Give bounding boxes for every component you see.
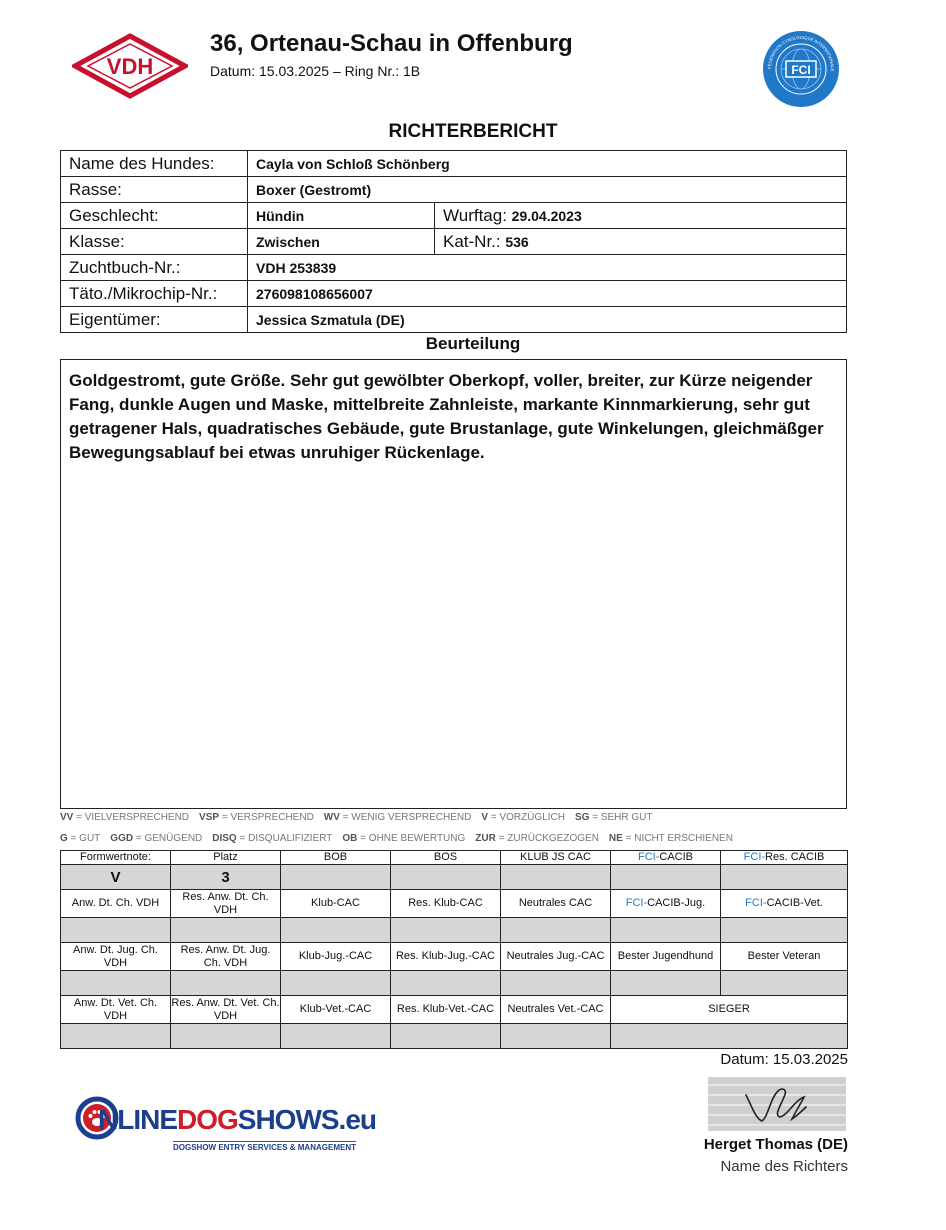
legend-text: = GENÜGEND bbox=[133, 833, 203, 844]
fci-ring-text: FÉDÉRATION CYNOLOGIQUE INTERNATIONALE bbox=[766, 34, 836, 72]
legend-item bbox=[609, 833, 733, 844]
res-klub-jug-cac-label: Res. Klub-Jug.-CAC bbox=[391, 943, 501, 971]
grid-value-cell bbox=[281, 1024, 391, 1049]
assessment-box bbox=[60, 359, 847, 809]
result-header-row bbox=[61, 851, 848, 865]
row-owner bbox=[61, 307, 847, 333]
legend-abbr: V bbox=[481, 812, 488, 823]
grid-value-cell bbox=[501, 971, 611, 996]
cacib-jug-label-cell bbox=[611, 890, 721, 918]
res-klub-vet-cac-label: Res. Klub-Vet.-CAC bbox=[391, 996, 501, 1024]
klub-js-cac-value bbox=[501, 865, 611, 890]
dog-owner: Jessica Szmatula (DE) bbox=[248, 307, 847, 333]
legend-text: = OHNE BEWERTUNG bbox=[357, 833, 466, 844]
legend-text: = SEHR GUT bbox=[589, 812, 653, 823]
grid-value-cell bbox=[391, 918, 501, 943]
legend-item bbox=[199, 812, 314, 823]
assessment-title: Beurteilung bbox=[425, 334, 521, 353]
legend-text: = VERSPRECHEND bbox=[219, 812, 314, 823]
cat-label: Kat-Nr.: bbox=[443, 231, 501, 251]
title-value-row-2 bbox=[61, 971, 848, 996]
legend-text: = ZURÜCKGEZOGEN bbox=[495, 833, 599, 844]
cat-cell bbox=[435, 229, 847, 255]
chip-label: Täto./Mikrochip-Nr.: bbox=[61, 281, 248, 307]
legend-abbr: ZUR bbox=[475, 833, 496, 844]
grid-value-cell bbox=[171, 1024, 281, 1049]
dog-sex: Hündin bbox=[248, 203, 435, 229]
fci-logo-text: FCI bbox=[791, 63, 811, 77]
legend-item bbox=[110, 833, 202, 844]
legend-abbr: OB bbox=[342, 833, 358, 844]
dog-name: Cayla von Schloß Schönberg bbox=[248, 151, 847, 177]
ods-shows: SHOWS.eu bbox=[237, 1104, 377, 1135]
dog-cat: 536 bbox=[505, 233, 529, 250]
anw-dt-jug-label: Anw. Dt. Jug. Ch. VDH bbox=[61, 943, 171, 971]
grid-value-cell bbox=[281, 971, 391, 996]
dog-info-table bbox=[60, 150, 847, 333]
formwertnote-value: V bbox=[61, 865, 171, 890]
neutrales-cac-label: Neutrales CAC bbox=[501, 890, 611, 918]
row-name bbox=[61, 151, 847, 177]
fci-prefix: FCI- bbox=[637, 851, 660, 863]
name-label: Name des Hundes: bbox=[61, 151, 248, 177]
show-date-ring: Datum: 15.03.2025 – Ring Nr.: 1B bbox=[210, 63, 421, 79]
grid-value-cell bbox=[501, 1024, 611, 1049]
ods-nline: NLINE bbox=[98, 1104, 177, 1135]
grid-value-cell bbox=[611, 918, 721, 943]
legend-text: = VORZÜGLICH bbox=[488, 812, 565, 823]
legend-abbr: DISQ bbox=[212, 833, 237, 844]
grid-value-cell bbox=[611, 1024, 848, 1049]
legend-line-2 bbox=[60, 833, 743, 844]
legend-item bbox=[475, 833, 599, 844]
formwertnote-label: Formwertnote: bbox=[61, 851, 171, 865]
fci-logo bbox=[762, 30, 840, 108]
dob-label: Wurftag: bbox=[443, 205, 507, 225]
res-cacib-value bbox=[721, 865, 848, 890]
bester-veteran-label: Bester Veteran bbox=[721, 943, 848, 971]
res-anw-dt-ch-label: Res. Anw. Dt. Ch. VDH bbox=[171, 890, 281, 918]
legend-abbr: VSP bbox=[199, 812, 220, 823]
res-cacib-label: Res. CACIB bbox=[765, 851, 825, 863]
legend-item bbox=[481, 812, 565, 823]
res-klub-cac-label: Res. Klub-CAC bbox=[391, 890, 501, 918]
legend-text: = GUT bbox=[67, 833, 101, 844]
legend-item bbox=[324, 812, 472, 823]
legend-item bbox=[212, 833, 332, 844]
legend-text: = DISQUALIFIZIERT bbox=[236, 833, 333, 844]
grid-value-cell bbox=[391, 971, 501, 996]
platz-label: Platz bbox=[171, 851, 281, 865]
onlinedogshows-wordmark bbox=[98, 1104, 376, 1136]
bos-label: BOS bbox=[391, 851, 501, 865]
dog-studbook: VDH 253839 bbox=[248, 255, 847, 281]
dog-dob: 29.04.2023 bbox=[511, 207, 582, 224]
fci-prefix: FCI- bbox=[625, 897, 648, 909]
title-value-row-3 bbox=[61, 1024, 848, 1049]
legend-line-1 bbox=[60, 812, 663, 823]
judge-role-label: Name des Richters bbox=[720, 1158, 848, 1175]
dog-class: Zwischen bbox=[248, 229, 435, 255]
assessment-text: Goldgestromt, gute Größe. Sehr gut gewölbter Oberkopf, voller, breiter, zur Kürze neigender Fang, dunkle Augen und Maske, mittelbreite Zahnleiste, markante Kinnmarkierung, sehr gut getragener Hals, quadratisches Gebäude, gute Brustanlage, gute Winkelungen, gleichmäßger Bewegungsablauf bei etwas unruhiger Rückenlage. bbox=[69, 371, 824, 462]
dog-breed: Boxer (Gestromt) bbox=[248, 177, 847, 203]
report-date: Datum: 15.03.2025 bbox=[720, 1051, 848, 1068]
fci-prefix: FCI- bbox=[743, 851, 766, 863]
klub-cac-label: Klub-CAC bbox=[281, 890, 391, 918]
ods-dog: DOG bbox=[177, 1104, 238, 1135]
bester-jugendhund-label: Bester Jugendhund bbox=[611, 943, 721, 971]
grid-value-cell bbox=[61, 918, 171, 943]
res-anw-dt-jug-label: Res. Anw. Dt. Jug. Ch. VDH bbox=[171, 943, 281, 971]
owner-label: Eigentümer: bbox=[61, 307, 248, 333]
row-sex bbox=[61, 203, 847, 229]
title-row-1 bbox=[61, 890, 848, 918]
sex-label: Geschlecht: bbox=[61, 203, 248, 229]
legend-text: = NICHT ERSCHIENEN bbox=[622, 833, 733, 844]
grid-value-cell bbox=[171, 971, 281, 996]
judge-name: Herget Thomas (DE) bbox=[703, 1136, 848, 1153]
bos-value bbox=[391, 865, 501, 890]
dog-chip: 276098108656007 bbox=[248, 281, 847, 307]
class-label: Klasse: bbox=[61, 229, 248, 255]
show-title: 36, Ortenau-Schau in Offenburg bbox=[210, 30, 573, 57]
cacib-label: CACIB bbox=[659, 851, 693, 863]
sieger-label: SIEGER bbox=[611, 996, 848, 1024]
res-anw-dt-vet-label: Res. Anw. Dt. Vet. Ch. VDH bbox=[171, 996, 280, 1022]
grid-value-cell bbox=[61, 1024, 171, 1049]
legend-item bbox=[60, 833, 100, 844]
klub-js-cac-label: KLUB JS CAC bbox=[501, 851, 611, 865]
bob-label: BOB bbox=[281, 851, 391, 865]
breed-label: Rasse: bbox=[61, 177, 248, 203]
res-cacib-label-cell bbox=[721, 851, 848, 865]
legend-abbr: VV bbox=[60, 812, 74, 823]
grid-value-cell bbox=[611, 971, 721, 996]
vdh-logo bbox=[72, 33, 188, 99]
grid-value-cell bbox=[501, 918, 611, 943]
cacib-label-cell bbox=[611, 851, 721, 865]
title-row-3 bbox=[61, 996, 848, 1024]
legend-abbr: NE bbox=[608, 833, 623, 844]
legend-abbr: WV bbox=[323, 812, 340, 823]
row-breed bbox=[61, 177, 847, 203]
cacib-vet-label: CACIB-Vet. bbox=[766, 897, 823, 909]
neutrales-jug-cac-label: Neutrales Jug.-CAC bbox=[501, 943, 611, 971]
legend-item bbox=[342, 833, 465, 844]
cacib-vet-label-cell bbox=[721, 890, 848, 918]
legend-item bbox=[60, 812, 189, 823]
grid-value-cell bbox=[391, 1024, 501, 1049]
title-value-row-1 bbox=[61, 918, 848, 943]
anw-dt-ch-label: Anw. Dt. Ch. VDH bbox=[61, 890, 171, 918]
onlinedogshows-tagline: DOGSHOW ENTRY SERVICES & MANAGEMENT bbox=[173, 1143, 356, 1152]
studbook-label: Zuchtbuch-Nr.: bbox=[61, 255, 248, 281]
legend-text: = WENIG VERSPRECHEND bbox=[339, 812, 472, 823]
row-studbook bbox=[61, 255, 847, 281]
bob-value bbox=[281, 865, 391, 890]
cacib-value bbox=[611, 865, 721, 890]
dob-cell bbox=[435, 203, 847, 229]
grid-value-cell bbox=[281, 918, 391, 943]
title-row-2 bbox=[61, 943, 848, 971]
legend-abbr: GGD bbox=[110, 833, 134, 844]
neutrales-vet-cac-label: Neutrales Vet.-CAC bbox=[501, 996, 611, 1024]
report-title: RICHTERBERICHT bbox=[388, 121, 558, 142]
legend-abbr: SG bbox=[574, 812, 590, 823]
legend-text: = VIELVERSPRECHEND bbox=[73, 812, 190, 823]
vdh-logo-text: VDH bbox=[106, 54, 154, 79]
klub-vet-cac-label: Klub-Vet.-CAC bbox=[281, 996, 391, 1024]
grid-value-cell bbox=[171, 918, 281, 943]
row-class bbox=[61, 229, 847, 255]
legend-abbr: G bbox=[60, 833, 68, 844]
anw-dt-vet-label: Anw. Dt. Vet. Ch. VDH bbox=[61, 996, 171, 1024]
legend-item bbox=[575, 812, 653, 823]
result-grid bbox=[60, 850, 848, 1049]
grid-value-cell bbox=[61, 971, 171, 996]
platz-value: 3 bbox=[171, 865, 281, 890]
judge-signature bbox=[708, 1077, 846, 1131]
grid-value-cell bbox=[721, 918, 848, 943]
row-chip bbox=[61, 281, 847, 307]
result-value-row bbox=[61, 865, 848, 890]
cacib-jug-label: CACIB-Jug. bbox=[647, 897, 706, 909]
fci-prefix: FCI- bbox=[745, 897, 767, 909]
klub-jug-cac-label: Klub-Jug.-CAC bbox=[281, 943, 391, 971]
grid-value-cell bbox=[721, 971, 848, 996]
